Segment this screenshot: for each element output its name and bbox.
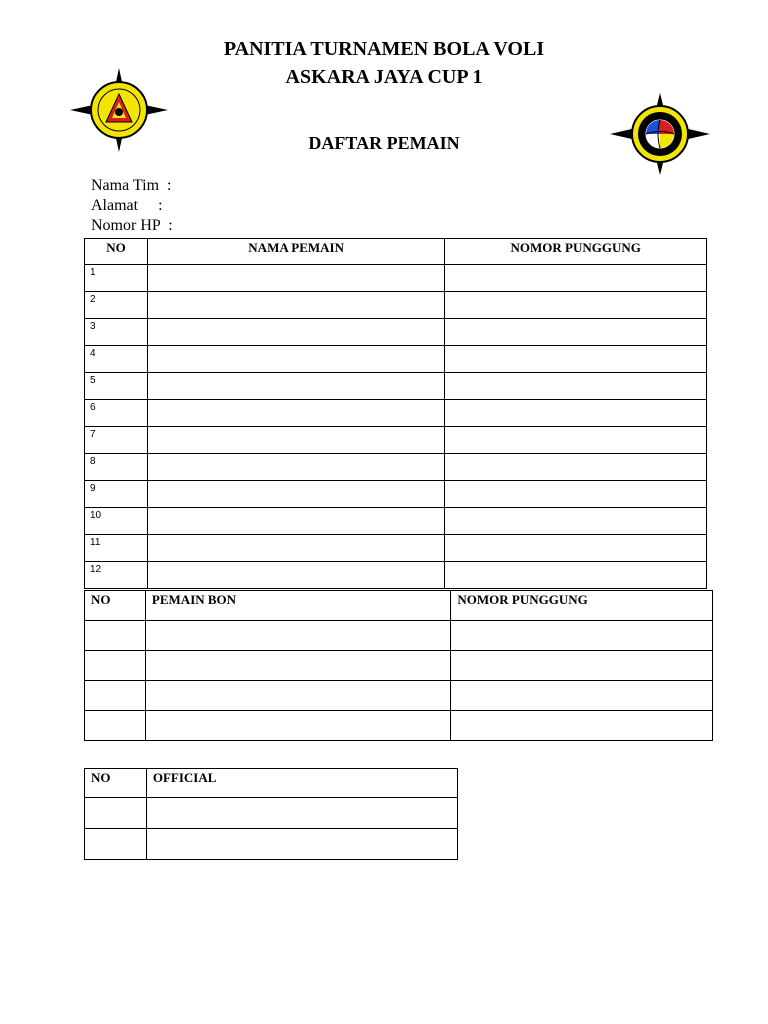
player-name-cell[interactable] (147, 319, 444, 346)
jersey-number-cell[interactable] (445, 481, 707, 508)
reserve-name-cell[interactable] (145, 711, 450, 741)
table-row (85, 292, 707, 319)
player-name-cell[interactable] (147, 535, 444, 562)
jersey-number-cell[interactable] (451, 651, 713, 681)
table-header-row (85, 591, 713, 621)
player-name-cell[interactable] (147, 373, 444, 400)
column-header-jersey: NOMOR PUNGGUNG (451, 591, 713, 621)
table-row (85, 481, 707, 508)
table-row (85, 711, 713, 741)
player-name-cell[interactable] (147, 427, 444, 454)
table-row (85, 535, 707, 562)
table-row (85, 651, 713, 681)
table-row (85, 454, 707, 481)
jersey-number-cell[interactable] (451, 621, 713, 651)
column-header-official: OFFICIAL (146, 769, 457, 798)
player-name-cell[interactable] (147, 481, 444, 508)
row-number[interactable] (85, 651, 146, 681)
jersey-number-cell[interactable] (445, 292, 707, 319)
reserve-name-cell[interactable] (145, 681, 450, 711)
jersey-number-cell[interactable] (445, 427, 707, 454)
row-number: 9 (85, 481, 148, 508)
jersey-number-cell[interactable] (451, 681, 713, 711)
column-header-jersey: NOMOR PUNGGUNG (445, 239, 707, 265)
column-header-no: NO (85, 769, 147, 798)
table-row (85, 508, 707, 535)
table-row (85, 562, 707, 589)
compass-star-emblem-icon (70, 68, 168, 152)
row-number: 3 (85, 319, 148, 346)
row-number: 2 (85, 292, 148, 319)
official-table (84, 768, 458, 860)
reserve-players-table (84, 590, 713, 741)
table-row (85, 798, 458, 829)
table-row (85, 427, 707, 454)
jersey-number-cell[interactable] (445, 319, 707, 346)
table-row (85, 373, 707, 400)
row-number: 4 (85, 346, 148, 373)
row-number[interactable] (85, 681, 146, 711)
page-subtitle: DAFTAR PEMAIN (308, 133, 460, 153)
column-header-no: NO (85, 239, 148, 265)
row-number[interactable] (85, 711, 146, 741)
table-row (85, 265, 707, 292)
table-row (85, 621, 713, 651)
table-row (85, 319, 707, 346)
row-number: 7 (85, 427, 148, 454)
row-number: 1 (85, 265, 148, 292)
table-row (85, 829, 458, 860)
table-row (85, 681, 713, 711)
volleyball-emblem-icon (610, 93, 710, 175)
row-number[interactable] (85, 829, 147, 860)
player-name-cell[interactable] (147, 265, 444, 292)
official-name-cell[interactable] (146, 829, 457, 860)
column-header-reserve-player: PEMAIN BON (145, 591, 450, 621)
player-name-cell[interactable] (147, 292, 444, 319)
column-header-no: NO (85, 591, 146, 621)
player-name-cell[interactable] (147, 400, 444, 427)
address-label: Alamat : (91, 197, 163, 214)
jersey-number-cell[interactable] (445, 265, 707, 292)
row-number: 5 (85, 373, 148, 400)
row-number[interactable] (85, 621, 146, 651)
reserve-name-cell[interactable] (145, 651, 450, 681)
row-number: 11 (85, 535, 148, 562)
jersey-number-cell[interactable] (445, 346, 707, 373)
page-title-line2: ASKARA JAYA CUP 1 (285, 66, 483, 88)
player-name-cell[interactable] (147, 454, 444, 481)
team-name-label: Nama Tim : (91, 177, 172, 194)
player-name-cell[interactable] (147, 562, 444, 589)
official-name-cell[interactable] (146, 798, 457, 829)
row-number: 12 (85, 562, 148, 589)
column-header-name: NAMA PEMAIN (147, 239, 444, 265)
jersey-number-cell[interactable] (445, 535, 707, 562)
jersey-number-cell[interactable] (445, 400, 707, 427)
jersey-number-cell[interactable] (445, 562, 707, 589)
row-number: 6 (85, 400, 148, 427)
player-name-cell[interactable] (147, 346, 444, 373)
jersey-number-cell[interactable] (445, 454, 707, 481)
table-row (85, 346, 707, 373)
player-name-cell[interactable] (147, 508, 444, 535)
jersey-number-cell[interactable] (445, 508, 707, 535)
row-number[interactable] (85, 798, 147, 829)
table-row (85, 400, 707, 427)
players-table (84, 238, 707, 589)
row-number: 8 (85, 454, 148, 481)
reserve-name-cell[interactable] (145, 621, 450, 651)
table-header-row (85, 239, 707, 265)
table-header-row (85, 769, 458, 798)
page-title: PANITIA TURNAMEN BOLA VOLI (223, 38, 545, 60)
jersey-number-cell[interactable] (451, 711, 713, 741)
phone-label: Nomor HP : (91, 217, 173, 234)
row-number: 10 (85, 508, 148, 535)
jersey-number-cell[interactable] (445, 373, 707, 400)
